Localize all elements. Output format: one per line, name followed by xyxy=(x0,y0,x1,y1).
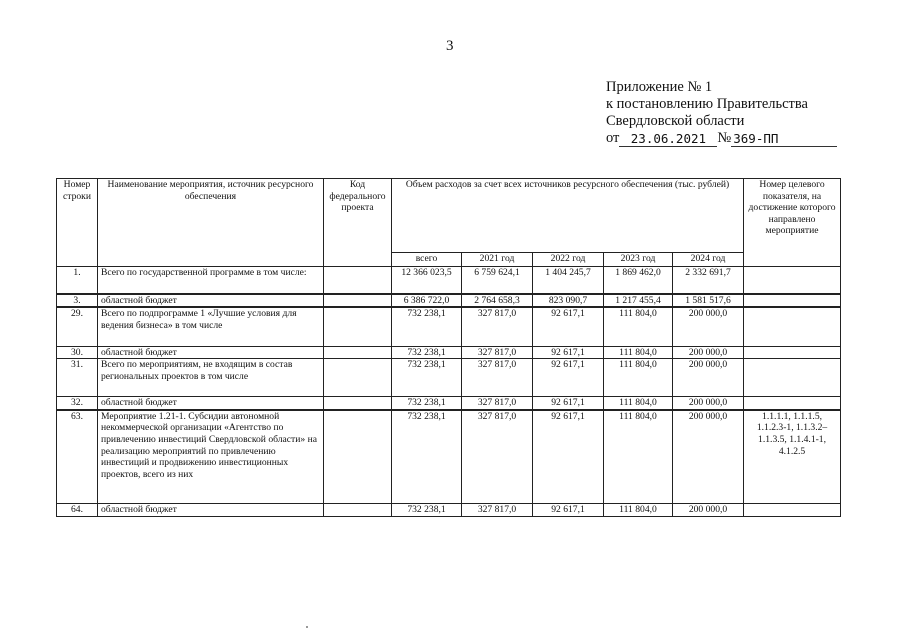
row-2021-cell: 6 759 624,1 xyxy=(462,267,533,294)
row-target-cell xyxy=(744,504,841,517)
row-2023-cell: 1 217 455,4 xyxy=(604,294,673,308)
row-target-cell xyxy=(744,294,841,308)
header-total: всего xyxy=(392,253,462,267)
row-name-cell: областной бюджет xyxy=(98,346,324,359)
table-row xyxy=(57,267,841,294)
from-label: от xyxy=(606,130,620,146)
row-number-cell: 32. xyxy=(57,397,98,410)
row-total-cell: 732 238,1 xyxy=(392,504,462,517)
row-target-cell xyxy=(744,267,841,294)
row-2022-cell: 92 617,1 xyxy=(533,397,604,410)
row-target-cell xyxy=(744,346,841,359)
row-2022-cell: 823 090,7 xyxy=(533,294,604,308)
row-name-cell: Всего по мероприятиям, не входящим в состав региональных проектов в том числе xyxy=(98,359,324,397)
page-number: 3 xyxy=(446,38,454,54)
row-2024-cell: 200 000,0 xyxy=(673,359,744,397)
row-name-cell: областной бюджет xyxy=(98,397,324,410)
header-name: Наименование мероприятия, источник ресурсного обеспечения xyxy=(98,179,324,267)
row-2022-cell: 92 617,1 xyxy=(533,359,604,397)
row-2021-cell: 327 817,0 xyxy=(462,504,533,517)
expenditure-table xyxy=(56,178,841,517)
row-name-cell: Мероприятие 1.21-1. Субсидии автономной некоммерческой организации «Агентство по привлечению инвестиций Свердловской области» на реализацию мероприятий по привлечению инвестиций и продвижению инвестиционных проектов, всего из них xyxy=(98,410,324,504)
table-row xyxy=(57,346,841,359)
header-target-indicator: Номер целевого показателя, на достижение которого направлено мероприятие xyxy=(744,179,841,267)
row-2024-cell: 200 000,0 xyxy=(673,397,744,410)
appendix-line-1: Приложение № 1 xyxy=(606,79,713,95)
header-2021: 2021 год xyxy=(462,253,533,267)
row-2021-cell: 327 817,0 xyxy=(462,410,533,504)
row-2024-cell: 1 581 517,6 xyxy=(673,294,744,308)
row-2023-cell: 1 869 462,0 xyxy=(604,267,673,294)
row-code-cell xyxy=(324,410,392,504)
row-number-cell: 1. xyxy=(57,267,98,294)
header-expenditure-volume: Объем расходов за счет всех источников ресурсного обеспечения (тыс. рублей) xyxy=(392,179,744,253)
row-2024-cell: 200 000,0 xyxy=(673,504,744,517)
row-2023-cell: 111 804,0 xyxy=(604,346,673,359)
row-number-cell: 64. xyxy=(57,504,98,517)
row-2021-cell: 327 817,0 xyxy=(462,359,533,397)
row-target-cell xyxy=(744,307,841,346)
row-total-cell: 732 238,1 xyxy=(392,359,462,397)
row-target-cell: 1.1.1.1, 1.1.1.5, 1.1.2.3-1, 1.1.3.2–1.1.3.5, 1.1.4.1-1, 4.1.2.5 xyxy=(744,410,841,504)
table-row xyxy=(57,307,841,346)
header-federal-project-code: Код федерального проекта xyxy=(324,179,392,267)
appendix-signature-line xyxy=(606,130,837,147)
row-total-cell: 732 238,1 xyxy=(392,307,462,346)
table-row xyxy=(57,504,841,517)
appendix-line-3: Свердловской области xyxy=(606,113,745,129)
row-name-cell: Всего по подпрограмме 1 «Лучшие условия для ведения бизнеса» в том числе xyxy=(98,307,324,346)
row-2024-cell: 2 332 691,7 xyxy=(673,267,744,294)
row-2021-cell: 327 817,0 xyxy=(462,307,533,346)
row-2022-cell: 92 617,1 xyxy=(533,346,604,359)
row-2022-cell: 92 617,1 xyxy=(533,307,604,346)
row-total-cell: 732 238,1 xyxy=(392,346,462,359)
row-number-cell: 29. xyxy=(57,307,98,346)
row-total-cell: 732 238,1 xyxy=(392,397,462,410)
appendix-line-2: к постановлению Правительства xyxy=(606,96,808,112)
row-2023-cell: 111 804,0 xyxy=(604,359,673,397)
row-2023-cell: 111 804,0 xyxy=(604,307,673,346)
resolution-date: 23.06.2021 xyxy=(619,132,717,147)
row-number-cell: 30. xyxy=(57,346,98,359)
header-2024: 2024 год xyxy=(673,253,744,267)
number-label: № xyxy=(717,130,732,146)
header-2023: 2023 год xyxy=(604,253,673,267)
row-code-cell xyxy=(324,346,392,359)
row-2023-cell: 111 804,0 xyxy=(604,410,673,504)
row-target-cell xyxy=(744,359,841,397)
row-name-cell: Всего по государственной программе в том числе: xyxy=(98,267,324,294)
row-code-cell xyxy=(324,294,392,308)
resolution-number: 369-ПП xyxy=(731,132,837,147)
row-code-cell xyxy=(324,267,392,294)
row-2021-cell: 327 817,0 xyxy=(462,346,533,359)
row-2021-cell: 2 764 658,3 xyxy=(462,294,533,308)
table-row xyxy=(57,397,841,410)
row-target-cell xyxy=(744,397,841,410)
row-code-cell xyxy=(324,359,392,397)
row-number-cell: 31. xyxy=(57,359,98,397)
row-2023-cell: 111 804,0 xyxy=(604,504,673,517)
row-total-cell: 732 238,1 xyxy=(392,410,462,504)
scan-artifact xyxy=(306,626,308,628)
row-number-cell: 3. xyxy=(57,294,98,308)
table-row xyxy=(57,359,841,397)
row-total-cell: 12 366 023,5 xyxy=(392,267,462,294)
row-name-cell: областной бюджет xyxy=(98,504,324,517)
row-2022-cell: 1 404 245,7 xyxy=(533,267,604,294)
header-2022: 2022 год xyxy=(533,253,604,267)
row-code-cell xyxy=(324,307,392,346)
row-2021-cell: 327 817,0 xyxy=(462,397,533,410)
row-name-cell: областной бюджет xyxy=(98,294,324,308)
row-total-cell: 6 386 722,0 xyxy=(392,294,462,308)
header-row-number: Номер строки xyxy=(57,179,98,267)
row-2024-cell: 200 000,0 xyxy=(673,410,744,504)
row-2023-cell: 111 804,0 xyxy=(604,397,673,410)
row-number-cell: 63. xyxy=(57,410,98,504)
row-2022-cell: 92 617,1 xyxy=(533,504,604,517)
table-row xyxy=(57,410,841,504)
row-2024-cell: 200 000,0 xyxy=(673,346,744,359)
row-code-cell xyxy=(324,397,392,410)
table-row xyxy=(57,294,841,308)
row-2022-cell: 92 617,1 xyxy=(533,410,604,504)
row-2024-cell: 200 000,0 xyxy=(673,307,744,346)
appendix-header xyxy=(606,79,837,147)
row-code-cell xyxy=(324,504,392,517)
